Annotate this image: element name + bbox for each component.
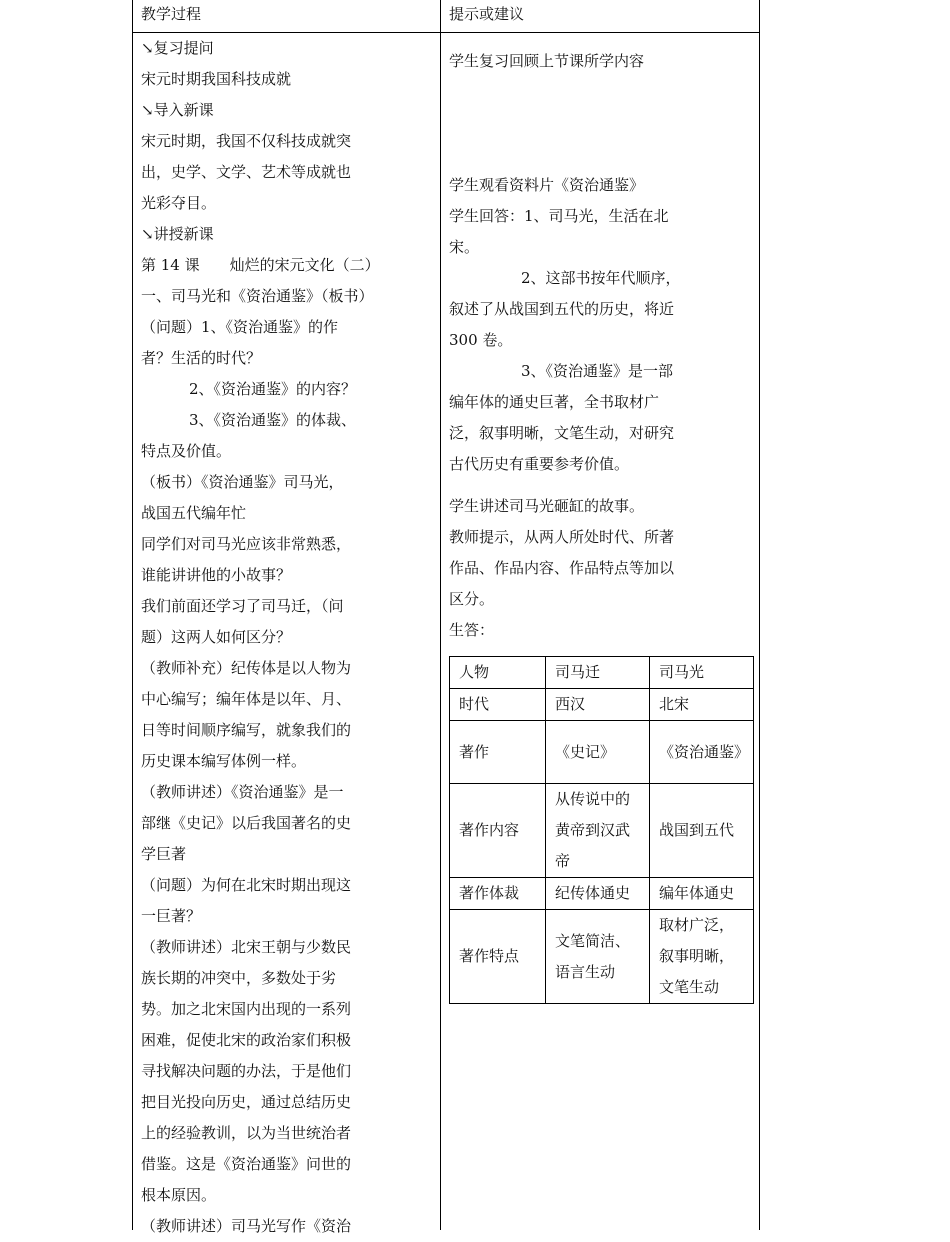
text-line: 编年体的通史巨著，全书取材广	[449, 393, 660, 411]
text-line: （教师讲述）司马光写作《资治	[141, 1217, 352, 1235]
text-line: 宋元时期，我国不仅科技成就突	[141, 132, 352, 150]
teaching-process-column	[141, 33, 436, 1242]
text-line: 泛，叙事明晰，文笔生动，对研究	[449, 424, 675, 442]
text-line: 出，史学、文学、艺术等成就也	[141, 163, 352, 181]
table-cell: 时代	[450, 689, 546, 721]
text-line: 题）这两人如何区分？	[141, 628, 292, 646]
table-cell: 著作体裁	[450, 878, 546, 910]
text-line: 学生观看资料片《资治通鉴》	[449, 176, 645, 194]
text-line: 古代历史有重要参考价值。	[449, 455, 630, 473]
text-line: （问题）为何在北宋时期出现这	[141, 876, 352, 894]
text-line: 我们前面还学习了司马迁，（问	[141, 597, 344, 615]
table-row	[450, 910, 754, 1004]
text-line: 者？生活的时代？	[141, 349, 262, 367]
text-line: 宋元时期我国科技成就	[141, 70, 292, 88]
text-line: 宋。	[449, 238, 480, 256]
lesson-title: 第 14 课 灿烂的宋元文化（二）	[141, 256, 380, 274]
table-row	[450, 689, 754, 721]
table-row	[450, 721, 754, 784]
table-cell: 人物	[450, 657, 546, 689]
comparison-table	[449, 656, 754, 1004]
table-cell: 从传说中的黄帝到汉武帝	[546, 784, 650, 878]
text-line: 教师提示，从两人所处时代、所著	[449, 528, 675, 546]
text-line: 作品、作品内容、作品特点等加以	[449, 559, 675, 577]
text-line: 战国五代编年忙	[141, 504, 247, 522]
text-line: 寻找解决问题的办法，于是他们	[141, 1062, 352, 1080]
text-line: 学生复习回顾上节课所学内容	[449, 52, 645, 70]
text-line: 势。加之北宋国内出现的一系列	[141, 1000, 352, 1018]
text-line: 日等时间顺序编写，就象我们的	[141, 721, 352, 739]
text-line: 一巨著？	[141, 907, 202, 925]
spacer	[449, 480, 749, 491]
text-line: 困难，促使北宋的政治家们积极	[141, 1031, 352, 1049]
table-cell: 战国到五代	[650, 784, 754, 878]
table-cell: 编年体通史	[650, 878, 754, 910]
text-line: 同学们对司马光应该非常熟悉，	[141, 535, 352, 553]
header-hints: 提示或建议	[449, 5, 525, 23]
text-line: 学生回答：1、司马光，生活在北	[449, 207, 669, 225]
text-line: 3、《资治通鉴》的体裁、	[189, 411, 357, 429]
header-teaching-process: 教学过程	[141, 5, 202, 23]
blank-line	[449, 108, 749, 139]
table-cell: 纪传体通史	[546, 878, 650, 910]
text-line: （教师讲述）北宋王朝与少数民	[141, 938, 352, 956]
text-line: 特点及价值。	[141, 442, 232, 460]
text-line: ↘复习提问	[141, 39, 214, 57]
text-line: 学巨著	[141, 845, 187, 863]
table-cell: 司马迁	[546, 657, 650, 689]
text-line: 根本原因。	[141, 1186, 217, 1204]
text-line: 借鉴。这是《资治通鉴》问世的	[141, 1155, 352, 1173]
hints-column	[449, 46, 749, 646]
column-divider	[440, 0, 441, 1230]
blank-line	[449, 139, 749, 170]
text-line: 叙述了从战国到五代的历史，将近	[449, 300, 675, 318]
table-cell: 取材广泛，叙事明晰，文笔生动	[650, 910, 754, 1004]
text-line: 谁能讲讲他的小故事？	[141, 566, 292, 584]
text-line: 一、司马光和《资治通鉴》（板书）	[141, 287, 374, 305]
table-cell: 《资治通鉴》	[650, 721, 754, 784]
text-line: 中心编写；编年体是以年、月、	[141, 690, 352, 708]
text-line: 区分。	[449, 590, 495, 608]
text-line: 把目光投向历史，通过总结历史	[141, 1093, 352, 1111]
text-line: 300 卷。	[449, 331, 513, 349]
text-line: 2、这部书按年代顺序，	[521, 269, 681, 287]
table-cell: 北宋	[650, 689, 754, 721]
table-cell: 《史记》	[546, 721, 650, 784]
text-line: ↘讲授新课	[141, 225, 214, 243]
text-line: 生答：	[449, 621, 495, 639]
text-line: 光彩夺目。	[141, 194, 217, 212]
text-line: 族长期的冲突中，多数处于劣	[141, 969, 337, 987]
table-row	[450, 657, 754, 689]
text-line: 历史课本编写体例一样。	[141, 752, 307, 770]
text-line: 部继《史记》以后我国著名的史	[141, 814, 352, 832]
text-line: 上的经验教训，以为当世统治者	[141, 1124, 352, 1142]
blank-line	[449, 77, 749, 108]
text-line: （板书）《资治通鉴》司马光，	[141, 473, 344, 491]
text-line: （教师讲述）《资治通鉴》是一	[141, 783, 344, 801]
table-cell: 著作	[450, 721, 546, 784]
text-line: ↘导入新课	[141, 101, 214, 119]
text-line: （问题）1、《资治通鉴》的作	[141, 318, 339, 336]
table-cell: 文笔简洁、语言生动	[546, 910, 650, 1004]
table-row	[450, 784, 754, 878]
table-cell: 西汉	[546, 689, 650, 721]
table-cell: 著作特点	[450, 910, 546, 1004]
text-line: 3、《资治通鉴》是一部	[521, 362, 674, 380]
table-cell: 著作内容	[450, 784, 546, 878]
text-line: （教师补充）纪传体是以人物为	[141, 659, 352, 677]
table-row	[450, 878, 754, 910]
table-cell: 司马光	[650, 657, 754, 689]
text-line: 2、《资治通鉴》的内容？	[189, 380, 357, 398]
text-line: 学生讲述司马光砸缸的故事。	[449, 497, 645, 515]
